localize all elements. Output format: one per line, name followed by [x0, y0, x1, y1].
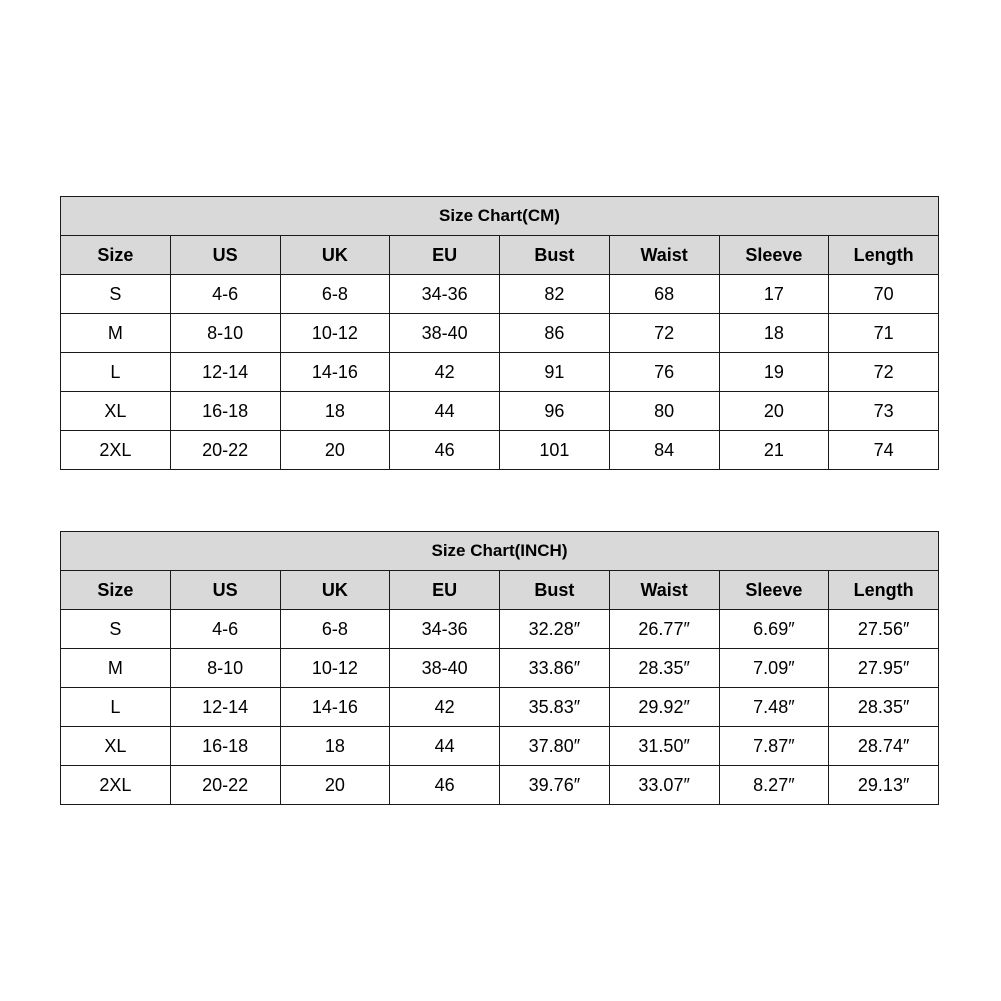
table-cell: 16-18 [170, 392, 280, 431]
table-cell: 32.28″ [500, 610, 610, 649]
table-row [61, 727, 939, 766]
table-cell: 7.87″ [719, 727, 829, 766]
column-header: Waist [609, 236, 719, 275]
table-cell: 44 [390, 392, 500, 431]
column-header: US [170, 236, 280, 275]
table-row [61, 431, 939, 470]
table-cell: 8.27″ [719, 766, 829, 805]
table-cell: 20-22 [170, 431, 280, 470]
table-row [61, 610, 939, 649]
table-cell: XL [61, 392, 171, 431]
table-cell: 70 [829, 275, 939, 314]
table-cell: 34-36 [390, 275, 500, 314]
table-cell: 38-40 [390, 314, 500, 353]
table-cell: 28.74″ [829, 727, 939, 766]
table-cell: 4-6 [170, 610, 280, 649]
column-header: Length [829, 571, 939, 610]
table-cell: 8-10 [170, 649, 280, 688]
table-cell: 10-12 [280, 649, 390, 688]
table-cell: 46 [390, 766, 500, 805]
table-cell: 72 [829, 353, 939, 392]
table-cell: 18 [280, 727, 390, 766]
size-chart-cm-table [60, 196, 939, 470]
column-header: Sleeve [719, 236, 829, 275]
table-cell: 14-16 [280, 688, 390, 727]
table-cell: 68 [609, 275, 719, 314]
table-cell: 27.95″ [829, 649, 939, 688]
table-cell: 26.77″ [609, 610, 719, 649]
table-cell: 76 [609, 353, 719, 392]
table-cell: 71 [829, 314, 939, 353]
table-cell: 28.35″ [609, 649, 719, 688]
table-cell: 34-36 [390, 610, 500, 649]
table-cell: 16-18 [170, 727, 280, 766]
table-cell: 74 [829, 431, 939, 470]
table-cell: M [61, 649, 171, 688]
table-cell: 37.80″ [500, 727, 610, 766]
table-cell: 39.76″ [500, 766, 610, 805]
table-cell: L [61, 688, 171, 727]
table-cell: 80 [609, 392, 719, 431]
table-cell: 12-14 [170, 353, 280, 392]
table-cell: 20 [280, 431, 390, 470]
table-cell: 84 [609, 431, 719, 470]
table-cell: 6.69″ [719, 610, 829, 649]
table-cell: 38-40 [390, 649, 500, 688]
table-row [61, 392, 939, 431]
table-cell: 44 [390, 727, 500, 766]
table-cell: S [61, 275, 171, 314]
table-cell: XL [61, 727, 171, 766]
table-cell: 20-22 [170, 766, 280, 805]
table-row [61, 688, 939, 727]
table-cell: L [61, 353, 171, 392]
table-title: Size Chart(INCH) [61, 532, 939, 571]
column-header: US [170, 571, 280, 610]
table-row [61, 766, 939, 805]
table-cell: 28.35″ [829, 688, 939, 727]
table-cell: 29.92″ [609, 688, 719, 727]
table-cell: 14-16 [280, 353, 390, 392]
table-cell: 101 [500, 431, 610, 470]
table-cell: 42 [390, 688, 500, 727]
table-row [61, 314, 939, 353]
table-cell: 20 [719, 392, 829, 431]
table-cell: 18 [719, 314, 829, 353]
table-cell: 73 [829, 392, 939, 431]
size-chart-inch-table [60, 531, 939, 805]
table-cell: 42 [390, 353, 500, 392]
table-cell: 96 [500, 392, 610, 431]
column-header: Length [829, 236, 939, 275]
table-cell: 27.56″ [829, 610, 939, 649]
table-cell: 35.83″ [500, 688, 610, 727]
column-header: UK [280, 236, 390, 275]
column-header: Bust [500, 236, 610, 275]
column-header: Bust [500, 571, 610, 610]
header-row [61, 571, 939, 610]
column-header: Sleeve [719, 571, 829, 610]
table-cell: 2XL [61, 431, 171, 470]
table-cell: 21 [719, 431, 829, 470]
table-cell: 18 [280, 392, 390, 431]
table-cell: 10-12 [280, 314, 390, 353]
table-cell: 17 [719, 275, 829, 314]
column-header: Waist [609, 571, 719, 610]
table-cell: 2XL [61, 766, 171, 805]
table-cell: 91 [500, 353, 610, 392]
table-cell: 33.86″ [500, 649, 610, 688]
table-cell: M [61, 314, 171, 353]
column-header: Size [61, 571, 171, 610]
column-header: EU [390, 236, 500, 275]
table-cell: 19 [719, 353, 829, 392]
table-cell: 82 [500, 275, 610, 314]
table-cell: 33.07″ [609, 766, 719, 805]
table-row [61, 275, 939, 314]
column-header: Size [61, 236, 171, 275]
header-row [61, 236, 939, 275]
table-cell: 86 [500, 314, 610, 353]
table-row [61, 649, 939, 688]
column-header: EU [390, 571, 500, 610]
table-cell: S [61, 610, 171, 649]
table-cell: 29.13″ [829, 766, 939, 805]
table-cell: 12-14 [170, 688, 280, 727]
table-cell: 7.09″ [719, 649, 829, 688]
table-cell: 6-8 [280, 275, 390, 314]
table-cell: 8-10 [170, 314, 280, 353]
table-cell: 72 [609, 314, 719, 353]
column-header: UK [280, 571, 390, 610]
table-cell: 31.50″ [609, 727, 719, 766]
table-row [61, 353, 939, 392]
table-cell: 7.48″ [719, 688, 829, 727]
table-cell: 46 [390, 431, 500, 470]
table-cell: 20 [280, 766, 390, 805]
table-title: Size Chart(CM) [61, 197, 939, 236]
table-cell: 6-8 [280, 610, 390, 649]
table-cell: 4-6 [170, 275, 280, 314]
